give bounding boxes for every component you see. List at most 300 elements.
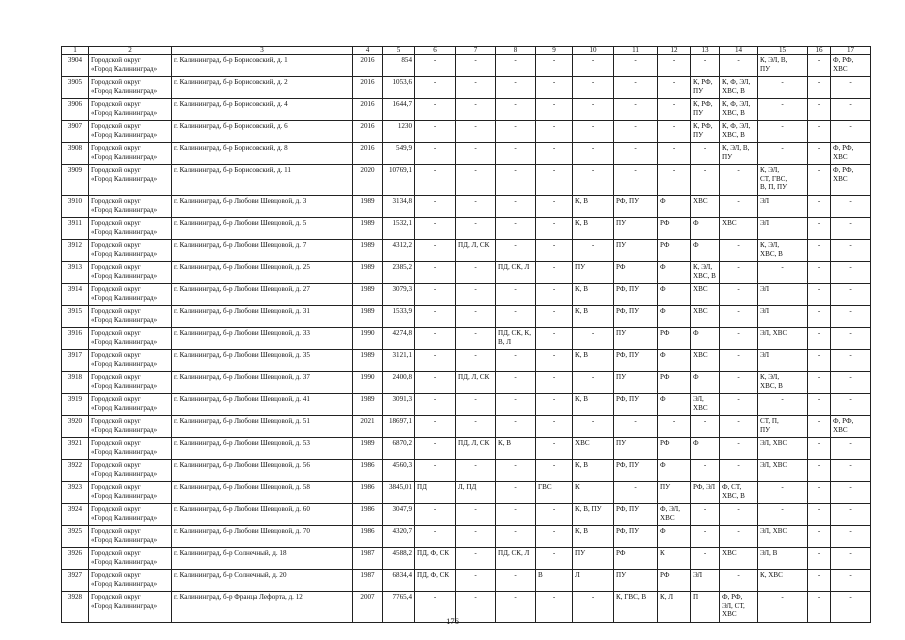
table-cell-col-13: -	[691, 416, 720, 438]
table-cell-col-8: -	[496, 77, 536, 99]
table-cell-col-1: 3911	[62, 218, 89, 240]
table-cell-col-8: -	[496, 526, 536, 548]
table-row	[62, 121, 871, 143]
table-row	[62, 240, 871, 262]
table-row	[62, 262, 871, 284]
table-cell-col-17: Ф, РФ, ХВС	[831, 143, 871, 165]
table-row	[62, 548, 871, 570]
table-cell-col-15: -	[758, 99, 808, 121]
table-row	[62, 99, 871, 121]
table-row	[62, 218, 871, 240]
table-cell-col-6: -	[415, 504, 456, 526]
table-cell-col-8: -	[496, 218, 536, 240]
table-cell-col-9: -	[536, 143, 573, 165]
table-cell-col-11: К, ГВС, В	[614, 592, 658, 623]
table-cell-col-1: 3906	[62, 99, 89, 121]
table-cell-col-14: -	[720, 438, 758, 460]
table-cell-col-7: -	[456, 306, 496, 328]
table-cell-col-12: Ф	[658, 350, 691, 372]
table-cell-col-11: РФ, ПУ	[614, 526, 658, 548]
table-cell-col-3: г. Калининград, б-р Любови Шевцовой, д. 25	[172, 262, 353, 284]
table-cell-col-7: ПД, Л, СК	[456, 372, 496, 394]
table-cell-col-7: -	[456, 196, 496, 218]
table-cell-col-13: -	[691, 548, 720, 570]
table-cell-col-15: ЭЛ	[758, 306, 808, 328]
table-cell-col-3: г. Калининград, б-р Любови Шевцовой, д. 5	[172, 218, 353, 240]
table-cell-col-12: Ф	[658, 526, 691, 548]
table-body	[62, 47, 871, 623]
table-row	[62, 416, 871, 438]
table-cell-col-2: Городской округ «Город Калининград»	[89, 372, 172, 394]
table-cell-col-5: 3121,1	[383, 350, 415, 372]
table-cell-col-11: РФ, ПУ	[614, 504, 658, 526]
table-cell-col-17: -	[831, 77, 871, 99]
table-cell-col-1: 3904	[62, 55, 89, 77]
table-cell-col-16: -	[808, 394, 831, 416]
table-cell-col-11: ПУ	[614, 438, 658, 460]
table-cell-col-15: ЭЛ	[758, 218, 808, 240]
table-cell-col-17: -	[831, 592, 871, 623]
table-cell-col-2: Городской округ «Город Калининград»	[89, 196, 172, 218]
table-cell-col-17: -	[831, 372, 871, 394]
table-cell-col-1: 3922	[62, 460, 89, 482]
table-cell-col-8: -	[496, 240, 536, 262]
table-cell-col-14: -	[720, 165, 758, 196]
table-cell-col-12: Ф	[658, 394, 691, 416]
column-header-12: 12	[658, 47, 691, 55]
table-cell-col-9: -	[536, 196, 573, 218]
table-cell-col-12: РФ	[658, 570, 691, 592]
table-cell-col-6: -	[415, 372, 456, 394]
table-cell-col-6: -	[415, 55, 456, 77]
table-cell-col-15: СТ, П, ПУ	[758, 416, 808, 438]
table-cell-col-15: ЭЛ, ХВС	[758, 438, 808, 460]
table-cell-col-8: -	[496, 416, 536, 438]
table-cell-col-17: -	[831, 526, 871, 548]
table-cell-col-16: -	[808, 328, 831, 350]
table-cell-col-9: -	[536, 394, 573, 416]
table-cell-col-7: -	[456, 55, 496, 77]
table-cell-col-4: 2007	[353, 592, 383, 623]
table-cell-col-5: 6870,2	[383, 438, 415, 460]
table-cell-col-13: ЭЛ, ХВС	[691, 394, 720, 416]
table-cell-col-17: -	[831, 350, 871, 372]
table-cell-col-15: К, ЭЛ, ХВС, В	[758, 240, 808, 262]
table-cell-col-14: -	[720, 196, 758, 218]
table-cell-col-1: 3923	[62, 482, 89, 504]
table-cell-col-6: -	[415, 262, 456, 284]
table-cell-col-6: -	[415, 328, 456, 350]
table-cell-col-4: 1987	[353, 570, 383, 592]
table-cell-col-17: Ф, РФ, ХВС	[831, 416, 871, 438]
table-cell-col-7: -	[456, 394, 496, 416]
table-cell-col-5: 10769,1	[383, 165, 415, 196]
table-cell-col-14: Ф, СТ, ХВС, В	[720, 482, 758, 504]
table-cell-col-10: К, В, ПУ	[573, 504, 614, 526]
table-cell-col-4: 1989	[353, 306, 383, 328]
table-cell-col-14: -	[720, 262, 758, 284]
table-cell-col-16: -	[808, 262, 831, 284]
table-cell-col-4: 1990	[353, 328, 383, 350]
table-cell-col-16: -	[808, 99, 831, 121]
column-header-15: 15	[758, 47, 808, 55]
table-row	[62, 328, 871, 350]
table-cell-col-15: -	[758, 394, 808, 416]
table-cell-col-12: РФ	[658, 328, 691, 350]
table-cell-col-7: -	[456, 143, 496, 165]
table-cell-col-16: -	[808, 143, 831, 165]
table-cell-col-12: -	[658, 416, 691, 438]
table-cell-col-6: -	[415, 460, 456, 482]
table-cell-col-2: Городской округ «Город Калининград»	[89, 460, 172, 482]
table-cell-col-11: РФ, ПУ	[614, 306, 658, 328]
table-cell-col-1: 3916	[62, 328, 89, 350]
table-cell-col-5: 1644,7	[383, 99, 415, 121]
table-row	[62, 143, 871, 165]
table-cell-col-16: -	[808, 592, 831, 623]
table-cell-col-12: -	[658, 143, 691, 165]
table-cell-col-8: -	[496, 165, 536, 196]
table-cell-col-3: г. Калининград, б-р Борисовский, д. 4	[172, 99, 353, 121]
table-cell-col-15: -	[758, 504, 808, 526]
table-cell-col-14: ХВС	[720, 218, 758, 240]
table-cell-col-3: г. Калининград, б-р Борисовский, д. 11	[172, 165, 353, 196]
table-cell-col-2: Городской округ «Город Калининград»	[89, 262, 172, 284]
table-cell-col-14: Ф, РФ, ЭЛ, СТ, ХВС	[720, 592, 758, 623]
column-number-header-row	[62, 47, 871, 55]
table-cell-col-15: ЭЛ, ХВС	[758, 328, 808, 350]
table-cell-col-5: 3079,3	[383, 284, 415, 306]
table-cell-col-7: -	[456, 592, 496, 623]
table-cell-col-3: г. Калининград, б-р Любови Шевцовой, д. 35	[172, 350, 353, 372]
table-cell-col-10: -	[573, 372, 614, 394]
table-cell-col-13: -	[691, 55, 720, 77]
table-cell-col-9: -	[536, 218, 573, 240]
table-cell-col-16: -	[808, 55, 831, 77]
table-cell-col-13: -	[691, 526, 720, 548]
table-cell-col-7: -	[456, 284, 496, 306]
table-cell-col-5: 4560,3	[383, 460, 415, 482]
table-cell-col-16: -	[808, 350, 831, 372]
table-row	[62, 306, 871, 328]
table-cell-col-3: г. Калининград, б-р Любови Шевцовой, д. 70	[172, 526, 353, 548]
table-cell-col-14: ХВС	[720, 548, 758, 570]
table-cell-col-9: В	[536, 570, 573, 592]
table-cell-col-4: 1986	[353, 504, 383, 526]
table-cell-col-11: РФ, ПУ	[614, 394, 658, 416]
table-cell-col-1: 3909	[62, 165, 89, 196]
table-cell-col-11: РФ, ПУ	[614, 284, 658, 306]
table-cell-col-13: К, РФ, ПУ	[691, 77, 720, 99]
table-cell-col-12: РФ	[658, 240, 691, 262]
table-cell-col-11: -	[614, 416, 658, 438]
table-cell-col-8: -	[496, 394, 536, 416]
table-cell-col-1: 3913	[62, 262, 89, 284]
table-cell-col-14: -	[720, 526, 758, 548]
table-row	[62, 55, 871, 77]
table-cell-col-17: -	[831, 548, 871, 570]
table-cell-col-3: г. Калининград, б-р Любови Шевцовой, д. 33	[172, 328, 353, 350]
table-cell-col-4: 1989	[353, 218, 383, 240]
table-cell-col-10: -	[573, 165, 614, 196]
table-cell-col-8: -	[496, 482, 536, 504]
table-cell-col-17: -	[831, 99, 871, 121]
table-cell-col-2: Городской округ «Город Калининград»	[89, 394, 172, 416]
table-cell-col-16: -	[808, 306, 831, 328]
table-cell-col-9: -	[536, 328, 573, 350]
table-cell-col-14: -	[720, 460, 758, 482]
table-cell-col-3: г. Калининград, б-р Любови Шевцовой, д. 31	[172, 306, 353, 328]
table-cell-col-1: 3910	[62, 196, 89, 218]
table-cell-col-8: -	[496, 570, 536, 592]
table-cell-col-1: 3915	[62, 306, 89, 328]
table-cell-col-7: -	[456, 416, 496, 438]
table-row	[62, 350, 871, 372]
table-cell-col-1: 3905	[62, 77, 89, 99]
table-cell-col-8: -	[496, 592, 536, 623]
table-cell-col-5: 1230	[383, 121, 415, 143]
table-cell-col-2: Городской округ «Город Калининград»	[89, 328, 172, 350]
table-cell-col-11: ПУ	[614, 372, 658, 394]
table-row	[62, 394, 871, 416]
table-row	[62, 438, 871, 460]
table-cell-col-2: Городской округ «Город Калининград»	[89, 240, 172, 262]
table-cell-col-14: -	[720, 504, 758, 526]
table-cell-col-15: -	[758, 77, 808, 99]
column-header-14: 14	[720, 47, 758, 55]
table-cell-col-10: -	[573, 240, 614, 262]
table-cell-col-8: -	[496, 121, 536, 143]
table-cell-col-5: 4312,2	[383, 240, 415, 262]
table-cell-col-13: К, РФ, ПУ	[691, 121, 720, 143]
table-cell-col-4: 1989	[353, 262, 383, 284]
table-cell-col-7: -	[456, 99, 496, 121]
table-cell-col-8: -	[496, 196, 536, 218]
table-cell-col-11: -	[614, 121, 658, 143]
table-cell-col-10: -	[573, 99, 614, 121]
table-cell-col-12: -	[658, 55, 691, 77]
table-cell-col-10: -	[573, 121, 614, 143]
table-cell-col-4: 2016	[353, 99, 383, 121]
column-header-6: 6	[415, 47, 456, 55]
table-cell-col-10: -	[573, 143, 614, 165]
table-cell-col-12: Ф	[658, 306, 691, 328]
table-cell-col-9: -	[536, 165, 573, 196]
table-cell-col-14: -	[720, 328, 758, 350]
column-header-4: 4	[353, 47, 383, 55]
table-cell-col-4: 1987	[353, 548, 383, 570]
table-cell-col-5: 18697,1	[383, 416, 415, 438]
table-cell-col-1: 3919	[62, 394, 89, 416]
table-cell-col-1: 3925	[62, 526, 89, 548]
table-cell-col-3: г. Калининград, б-р Солнечный, д. 18	[172, 548, 353, 570]
table-cell-col-7: -	[456, 218, 496, 240]
table-cell-col-12: ПУ	[658, 482, 691, 504]
table-cell-col-15: ЭЛ	[758, 284, 808, 306]
table-cell-col-14: -	[720, 350, 758, 372]
table-cell-col-5: 3845,01	[383, 482, 415, 504]
table-cell-col-9: -	[536, 548, 573, 570]
table-cell-col-14: -	[720, 416, 758, 438]
table-cell-col-5: 1053,6	[383, 77, 415, 99]
table-row	[62, 372, 871, 394]
table-cell-col-12: РФ	[658, 372, 691, 394]
table-cell-col-10: -	[573, 55, 614, 77]
table-row	[62, 196, 871, 218]
table-cell-col-10: К, В	[573, 284, 614, 306]
column-header-7: 7	[456, 47, 496, 55]
table-row	[62, 460, 871, 482]
table-cell-col-16: -	[808, 372, 831, 394]
table-cell-col-16: -	[808, 482, 831, 504]
table-cell-col-14: К, ЭЛ, В, ПУ	[720, 143, 758, 165]
table-cell-col-12: Ф, ЭЛ, ХВС	[658, 504, 691, 526]
table-cell-col-3: г. Калининград, б-р Любови Шевцовой, д. 53	[172, 438, 353, 460]
table-cell-col-5: 4588,2	[383, 548, 415, 570]
table-cell-col-17: -	[831, 262, 871, 284]
table-row	[62, 284, 871, 306]
table-cell-col-13: ХВС	[691, 284, 720, 306]
table-cell-col-1: 3912	[62, 240, 89, 262]
table-cell-col-6: ПД, Ф, СК	[415, 570, 456, 592]
column-header-2: 2	[89, 47, 172, 55]
table-cell-col-12: К, Л	[658, 592, 691, 623]
table-cell-col-7: -	[456, 350, 496, 372]
column-header-13: 13	[691, 47, 720, 55]
table-cell-col-11: РФ, ПУ	[614, 460, 658, 482]
table-cell-col-13: РФ, ЭЛ	[691, 482, 720, 504]
table-cell-col-7: -	[456, 262, 496, 284]
table-cell-col-7: -	[456, 548, 496, 570]
table-cell-col-4: 2016	[353, 143, 383, 165]
table-cell-col-9: -	[536, 121, 573, 143]
table-cell-col-4: 1986	[353, 526, 383, 548]
table-cell-col-15: ЭЛ	[758, 196, 808, 218]
table-cell-col-11: -	[614, 482, 658, 504]
table-cell-col-7: -	[456, 526, 496, 548]
table-cell-col-12: Ф	[658, 262, 691, 284]
table-cell-col-7: -	[456, 165, 496, 196]
table-cell-col-8: ПД, СК, Л	[496, 262, 536, 284]
table-cell-col-2: Городской округ «Город Калининград»	[89, 526, 172, 548]
table-cell-col-6: -	[415, 121, 456, 143]
table-row	[62, 526, 871, 548]
table-cell-col-17: -	[831, 438, 871, 460]
table-cell-col-2: Городской округ «Город Калининград»	[89, 165, 172, 196]
table-cell-col-10: К, В	[573, 394, 614, 416]
table-cell-col-2: Городской округ «Город Калининград»	[89, 55, 172, 77]
table-cell-col-13: -	[691, 165, 720, 196]
table-cell-col-4: 2016	[353, 121, 383, 143]
table-cell-col-15: -	[758, 121, 808, 143]
table-cell-col-14: -	[720, 394, 758, 416]
table-cell-col-17: -	[831, 284, 871, 306]
table-cell-col-2: Городской округ «Город Калининград»	[89, 306, 172, 328]
table-cell-col-12: Ф	[658, 284, 691, 306]
table-cell-col-5: 3091,3	[383, 394, 415, 416]
column-header-8: 8	[496, 47, 536, 55]
table-cell-col-13: Ф	[691, 328, 720, 350]
table-cell-col-5: 854	[383, 55, 415, 77]
table-cell-col-2: Городской округ «Город Калининград»	[89, 416, 172, 438]
table-cell-col-8: -	[496, 350, 536, 372]
table-cell-col-3: г. Калининград, б-р Любови Шевцовой, д. 3	[172, 196, 353, 218]
table-cell-col-1: 3927	[62, 570, 89, 592]
table-cell-col-4: 1986	[353, 460, 383, 482]
table-cell-col-13: Ф	[691, 218, 720, 240]
table-cell-col-9: -	[536, 262, 573, 284]
table-cell-col-12: РФ	[658, 218, 691, 240]
table-cell-col-6: -	[415, 77, 456, 99]
table-cell-col-14: -	[720, 284, 758, 306]
table-cell-col-16: -	[808, 218, 831, 240]
table-cell-col-9: -	[536, 592, 573, 623]
column-header-10: 10	[573, 47, 614, 55]
table-cell-col-9: -	[536, 438, 573, 460]
table-cell-col-12: -	[658, 165, 691, 196]
table-cell-col-13: -	[691, 143, 720, 165]
table-cell-col-1: 3921	[62, 438, 89, 460]
table-cell-col-14: -	[720, 570, 758, 592]
table-cell-col-17: Ф, РФ, ХВС	[831, 165, 871, 196]
table-cell-col-15: -	[758, 482, 808, 504]
table-cell-col-13: Ф	[691, 372, 720, 394]
table-cell-col-6: -	[415, 284, 456, 306]
table-cell-col-5: 3047,9	[383, 504, 415, 526]
table-cell-col-17: -	[831, 570, 871, 592]
table-cell-col-3: г. Калининград, б-р Любови Шевцовой, д. 41	[172, 394, 353, 416]
table-cell-col-9: -	[536, 372, 573, 394]
table-cell-col-11: РФ, ПУ	[614, 350, 658, 372]
table-cell-col-15: ЭЛ	[758, 350, 808, 372]
table-cell-col-7: ПД, Л, СК	[456, 438, 496, 460]
table-cell-col-2: Городской округ «Город Калининград»	[89, 350, 172, 372]
table-row	[62, 570, 871, 592]
table-cell-col-10: К, В	[573, 196, 614, 218]
column-header-1: 1	[62, 47, 89, 55]
table-cell-col-9: -	[536, 77, 573, 99]
table-cell-col-6: -	[415, 394, 456, 416]
table-cell-col-6: -	[415, 306, 456, 328]
table-cell-col-11: ПУ	[614, 218, 658, 240]
table-cell-col-3: г. Калининград, б-р Любови Шевцовой, д. 58	[172, 482, 353, 504]
table-cell-col-6: -	[415, 416, 456, 438]
page-number: 176	[446, 616, 459, 626]
table-cell-col-4: 1989	[353, 196, 383, 218]
table-cell-col-15: К, ЭЛ, СТ, ГВС, В, П, ПУ	[758, 165, 808, 196]
table-cell-col-11: -	[614, 143, 658, 165]
table-cell-col-16: -	[808, 438, 831, 460]
table-cell-col-17: -	[831, 394, 871, 416]
table-cell-col-1: 3917	[62, 350, 89, 372]
table-cell-col-1: 3914	[62, 284, 89, 306]
table-cell-col-6: -	[415, 196, 456, 218]
table-cell-col-4: 2020	[353, 165, 383, 196]
table-cell-col-5: 7765,4	[383, 592, 415, 623]
table-cell-col-13: ХВС	[691, 306, 720, 328]
table-cell-col-5: 6834,4	[383, 570, 415, 592]
table-cell-col-7: -	[456, 504, 496, 526]
table-cell-col-2: Городской округ «Город Калининград»	[89, 121, 172, 143]
table-cell-col-17: -	[831, 121, 871, 143]
table-cell-col-11: -	[614, 55, 658, 77]
table-cell-col-16: -	[808, 240, 831, 262]
table-cell-col-11: РФ, ПУ	[614, 196, 658, 218]
table-cell-col-1: 3908	[62, 143, 89, 165]
table-cell-col-17: -	[831, 328, 871, 350]
table-cell-col-10: К	[573, 482, 614, 504]
table-cell-col-8: -	[496, 143, 536, 165]
